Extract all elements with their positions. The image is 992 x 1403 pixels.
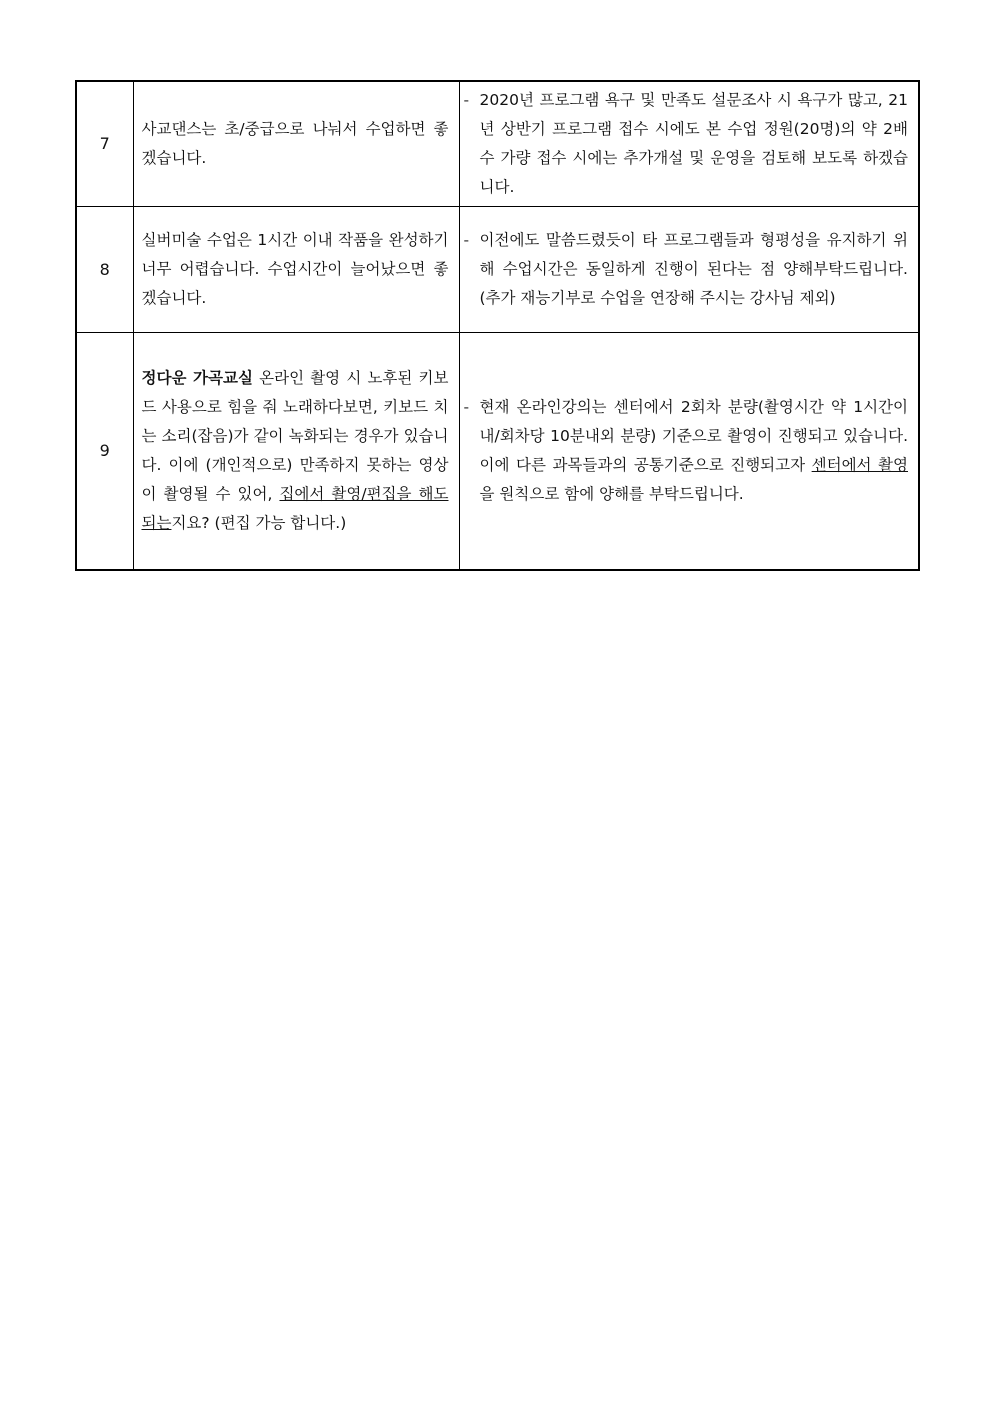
response-underlined-text: 센터에서 촬영 xyxy=(811,455,908,474)
row-number: 9 xyxy=(76,332,133,570)
request-text: 실버미술 수업은 1시간 이내 작품을 완성하기 너무 어렵습니다. 수업시간이 늘어났으면 좋겠습니다. xyxy=(133,206,459,332)
request-underlined-text: 집에서 촬영/편집을 해도 되는 xyxy=(141,484,449,532)
row-number: 7 xyxy=(76,81,133,206)
table-row xyxy=(76,81,919,206)
response-text-end: 을 원칙으로 함에 양해를 부탁드립니다. xyxy=(479,484,744,503)
response-text-block xyxy=(480,393,909,509)
response-cell xyxy=(459,332,919,570)
response-text: 현재 온라인강의는 센터에서 2회차 분량(촬영시간 약 1시간이내/회차당 10분내외 분량) 기준으로 촬영이 진행되고 있습니다. 이에 다른 과목들과의 공통기준으로 진행되고자 xyxy=(479,397,908,474)
request-text-end: 지요? (편집 가능 합니다.) xyxy=(171,513,347,532)
table-row xyxy=(76,332,919,570)
class-name: 정다운 가곡교실 xyxy=(141,368,253,387)
request-text: 온라인 촬영 시 노후된 키보드 사용으로 힘을 줘 노래하다보면, 키보드 치는 소리(잡음)가 같이 녹화되는 경우가 있습니다. 이에 (개인적으로) 만족하지 못하는 영상이 촬영될 수 있어, xyxy=(141,368,449,503)
row-number: 8 xyxy=(76,206,133,332)
response-cell xyxy=(459,206,919,332)
bullet-dash: - xyxy=(463,230,470,249)
response-text: 2020년 프로그램 욕구 및 만족도 설문조사 시 욕구가 많고, 21년 상반기 프로그램 접수 시에도 본 수업 정원(20명)의 약 2배수 가량 접수 시에는 추가개설 및 운영을 검토해 보도록 하겠습니다. xyxy=(479,90,908,196)
table-row xyxy=(76,206,919,332)
response-cell xyxy=(459,81,919,206)
bullet-dash: - xyxy=(463,397,470,416)
request-cell xyxy=(133,332,459,570)
response-text: 이전에도 말씀드렸듯이 타 프로그램들과 형평성을 유지하기 위해 수업시간은 동일하게 진행이 된다는 점 양해부탁드립니다.(추가 재능기부로 수업을 연장해 주시는 강사님 제외) xyxy=(479,230,908,307)
feedback-table xyxy=(75,80,920,571)
request-text: 사교댄스는 초/중급으로 나눠서 수업하면 좋겠습니다. xyxy=(133,81,459,206)
bullet-dash: - xyxy=(463,90,470,109)
